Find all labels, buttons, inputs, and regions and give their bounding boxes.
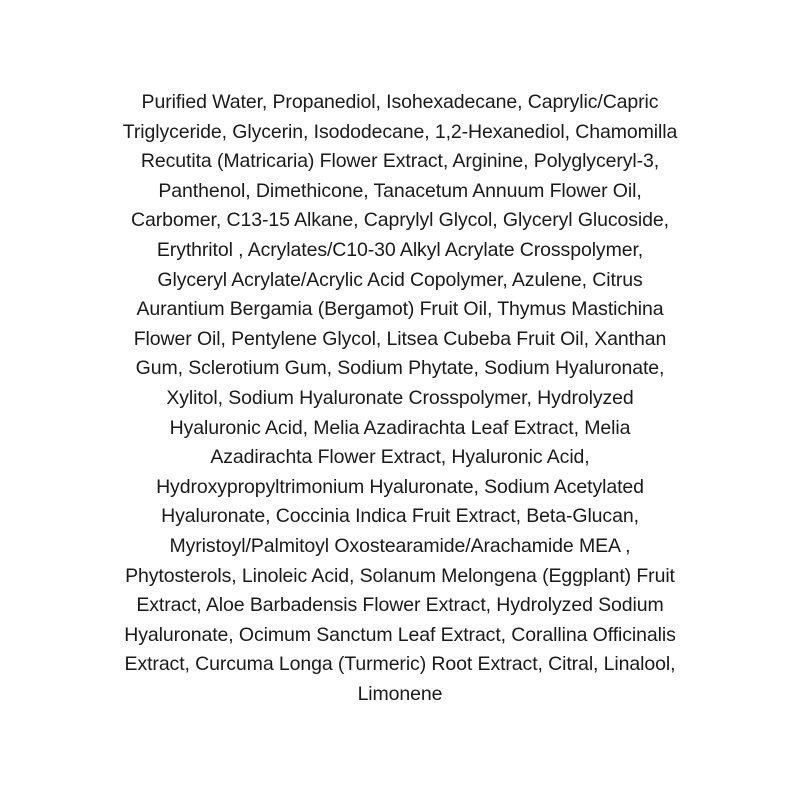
ingredients-line: Phytosterols, Linoleic Acid, Solanum Melongena (Eggplant) Fruit bbox=[125, 564, 675, 587]
ingredients-line: Extract, Aloe Barbadensis Flower Extract, Hydrolyzed Sodium bbox=[136, 594, 664, 617]
ingredients-line: Hyaluronate, Coccinia Indica Fruit Extract, Beta-Glucan, bbox=[161, 505, 639, 528]
ingredients-line: Flower Oil, Pentylene Glycol, Litsea Cubeba Fruit Oil, Xanthan bbox=[133, 327, 667, 350]
ingredients-line: Panthenol, Dimethicone, Tanacetum Annuum Flower Oil, bbox=[158, 179, 642, 202]
ingredients-line: Hyaluronate, Ocimum Sanctum Leaf Extract, Corallina Officinalis bbox=[124, 623, 676, 646]
ingredients-line: Gum, Sclerotium Gum, Sodium Phytate, Sodium Hyaluronate, bbox=[135, 357, 665, 380]
ingredients-line: Carbomer, C13-15 Alkane, Caprylyl Glycol, Glyceryl Glucoside, bbox=[131, 209, 669, 232]
ingredients-line: Purified Water, Propanediol, Isohexadecane, Caprylic/Capric bbox=[141, 91, 659, 113]
ingredients-line: Xylitol, Sodium Hyaluronate Crosspolymer, Hydrolyzed bbox=[166, 386, 634, 409]
ingredients-line: Azadirachta Flower Extract, Hyaluronic Acid, bbox=[210, 446, 590, 469]
ingredients-line: Extract, Curcuma Longa (Turmeric) Root Extract, Citral, Linalool, bbox=[124, 653, 676, 676]
ingredients-list bbox=[0, 88, 800, 709]
ingredients-line: Hyaluronic Acid, Melia Azadirachta Leaf Extract, Melia bbox=[169, 416, 631, 439]
ingredients-line: Limonene bbox=[357, 682, 443, 705]
ingredients-line: Triglyceride, Glycerin, Isododecane, 1,2-Hexanediol, Chamomilla bbox=[122, 120, 678, 143]
ingredients-line: Hydroxypropyltrimonium Hyaluronate, Sodium Acetylated bbox=[156, 475, 644, 498]
ingredients-line: Myristoyl/Palmitoyl Oxostearamide/Arachamide MEA , bbox=[169, 534, 631, 557]
ingredients-line: Glyceryl Acrylate/Acrylic Acid Copolymer, Azulene, Citrus bbox=[157, 268, 643, 291]
ingredients-line: Erythritol , Acrylates/C10-30 Alkyl Acrylate Crosspolymer, bbox=[156, 238, 644, 261]
ingredients-line: Recutita (Matricaria) Flower Extract, Arginine, Polyglyceryl-3, bbox=[140, 150, 660, 173]
ingredients-line: Aurantium Bergamia (Bergamot) Fruit Oil, Thymus Mastichina bbox=[136, 298, 664, 321]
